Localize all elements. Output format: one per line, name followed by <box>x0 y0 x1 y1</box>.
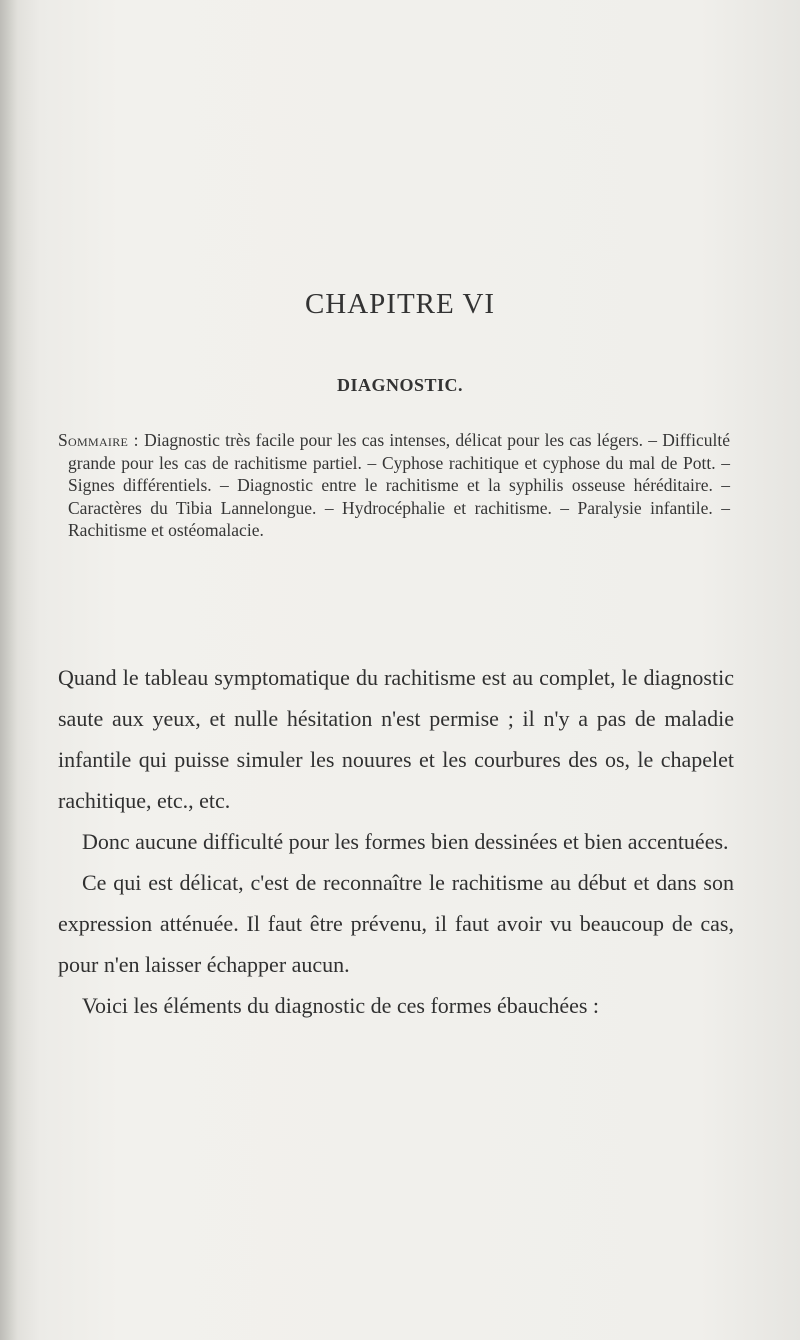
section-title: DIAGNOSTIC. <box>336 375 464 395</box>
chapter-title: CHAPITRE VI <box>304 288 496 320</box>
paragraph-1: Quand le tableau symptomatique du rachitisme est au complet, le diagnostic saute aux yeux, et nulle hésitation n'est permise ; il n'y a pas de maladie infantile qui puisse simuler les nouures et les courbures des os, le chapelet rachitique, etc., etc. <box>58 665 734 813</box>
summary-lead: Sommaire : <box>58 430 139 450</box>
summary-text: Diagnostic très facile pour les cas intenses, délicat pour les cas légers. – Difficulté grande pour les cas de rachitisme partiel. – Cyphose rachitique et cyphose du mal de Pott. – Signes différentiels. – Diagnostic entre le rachitisme et la syphilis osseuse héréditaire. – Caractères du Tibia Lannelongue. – Hydrocéphalie et rachitisme. – Paralysie infantile. – Rachitisme et ostéomalacie. <box>68 430 730 540</box>
paragraph-2: Donc aucune difficulté pour les formes bien dessinées et bien accentuées. <box>82 829 729 854</box>
summary-paragraph <box>58 429 730 542</box>
page-binding-edge <box>0 0 18 1340</box>
paragraph-3: Ce qui est délicat, c'est de reconnaître le rachitisme au début et dans son expression atténuée. Il faut être prévenu, il faut avoir vu beaucoup de cas, pour n'en laisser échapper aucun. <box>58 870 734 977</box>
paragraph-4: Voici les éléments du diagnostic de ces formes ébauchées : <box>82 993 600 1018</box>
body-text <box>58 657 734 1026</box>
